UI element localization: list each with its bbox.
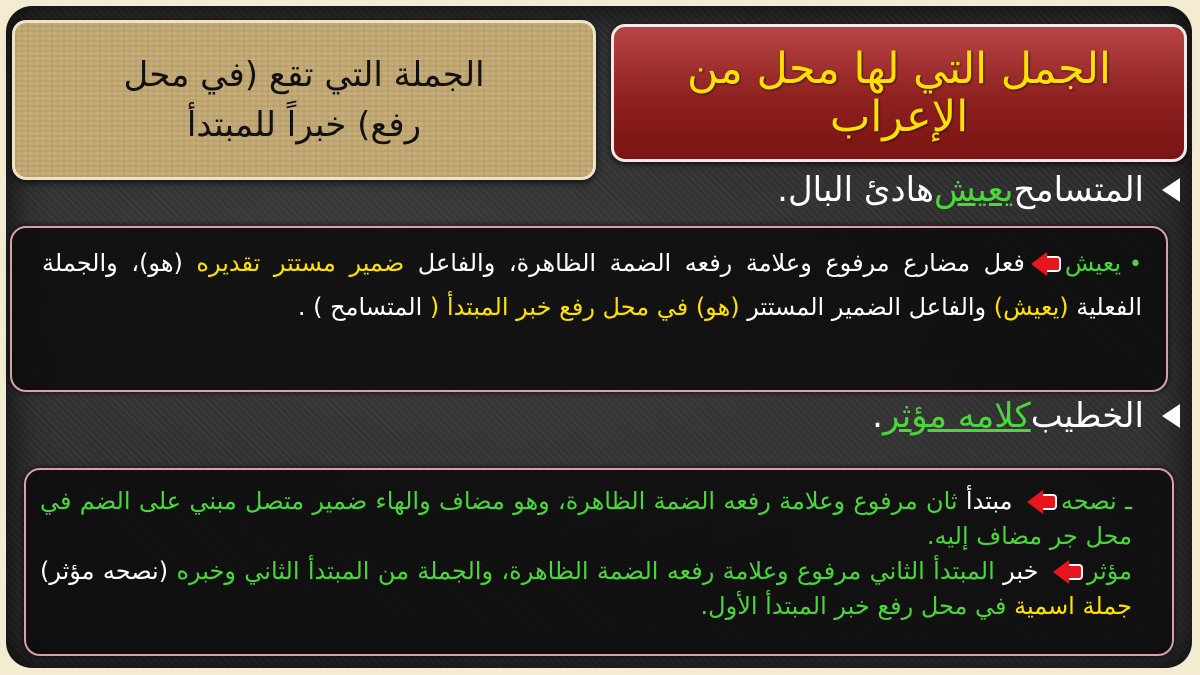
explanation2-word1: ـ نصحه (1060, 487, 1133, 515)
example1-after: هادئ البال. (777, 170, 934, 210)
red-arrow-icon (1031, 254, 1059, 274)
explanation2-text: المبتدأ الثاني مرفوع وعلامة رفعه الضمة الظاهرة، والجملة من المبتدأ الثاني وخبره (168, 557, 995, 585)
explanation-panel-1 (10, 226, 1168, 392)
subtitle-text: الجملة التي تقع (في محل رفع) خبراً للمبتدأ (123, 55, 485, 145)
explanation1-text: فعل مضارع مرفوع وعلامة رفعه الضمة الظاهرة، والفاعل (404, 249, 1025, 277)
red-arrow-icon (1027, 492, 1055, 512)
explanation2-text: ثان مرفوع وعلامة رفعه الضمة الظاهرة، وهو مضاف والهاء ضمير متصل مبني على الضم في محل جر مضاف إليه. (40, 487, 1132, 550)
example-sentence-1 (777, 170, 1180, 210)
explanation1-text: (هو)، والجملة الفعلية (42, 249, 1142, 321)
explanation1-text: ( (422, 293, 440, 321)
explanation2-word2: مؤثر (1086, 557, 1133, 585)
explanation1-text: ضمير مستتر تقديره (196, 249, 405, 277)
arrow-bullet-icon (1162, 404, 1180, 428)
explanation2-text: في محل رفع خبر المبتدأ الأول. (700, 592, 1007, 620)
explanation1-text: (هو) (695, 293, 740, 321)
example2-before: الخطيب (1030, 396, 1144, 436)
explanation1-text: والفاعل الضمير المستتر (739, 293, 994, 321)
red-arrow-icon (1053, 562, 1081, 582)
example2-after: . (872, 396, 883, 436)
bullet-dot-icon: • (1129, 252, 1142, 277)
explanation2-text: جملة اسمية (1006, 592, 1132, 620)
example1-before: المتسامح (1013, 170, 1144, 210)
explanation2-text: (نصحه مؤثر) (40, 557, 169, 585)
title-text: الجمل التي لها محل من الإعراب (687, 44, 1111, 142)
explanation1-text: (يعيش) (993, 293, 1069, 321)
explanation-panel-2 (24, 468, 1174, 656)
explanation1-word: يعيش (1064, 249, 1122, 277)
explanation2-text: خبر (994, 557, 1047, 585)
title-box (611, 24, 1187, 162)
subtitle-box (12, 20, 596, 180)
explanation1-text: في محل رفع خبر المبتدأ (439, 293, 696, 321)
explanation2-text: مبتدأ (957, 487, 1021, 515)
arrow-bullet-icon (1162, 178, 1180, 202)
example2-highlight: كلامه مؤثر (882, 396, 1031, 436)
explanation1-text: المتسامح (330, 293, 423, 321)
example-sentence-2 (872, 396, 1180, 436)
explanation1-text: ) . (297, 293, 331, 321)
example1-highlight: يعيش (933, 170, 1014, 210)
